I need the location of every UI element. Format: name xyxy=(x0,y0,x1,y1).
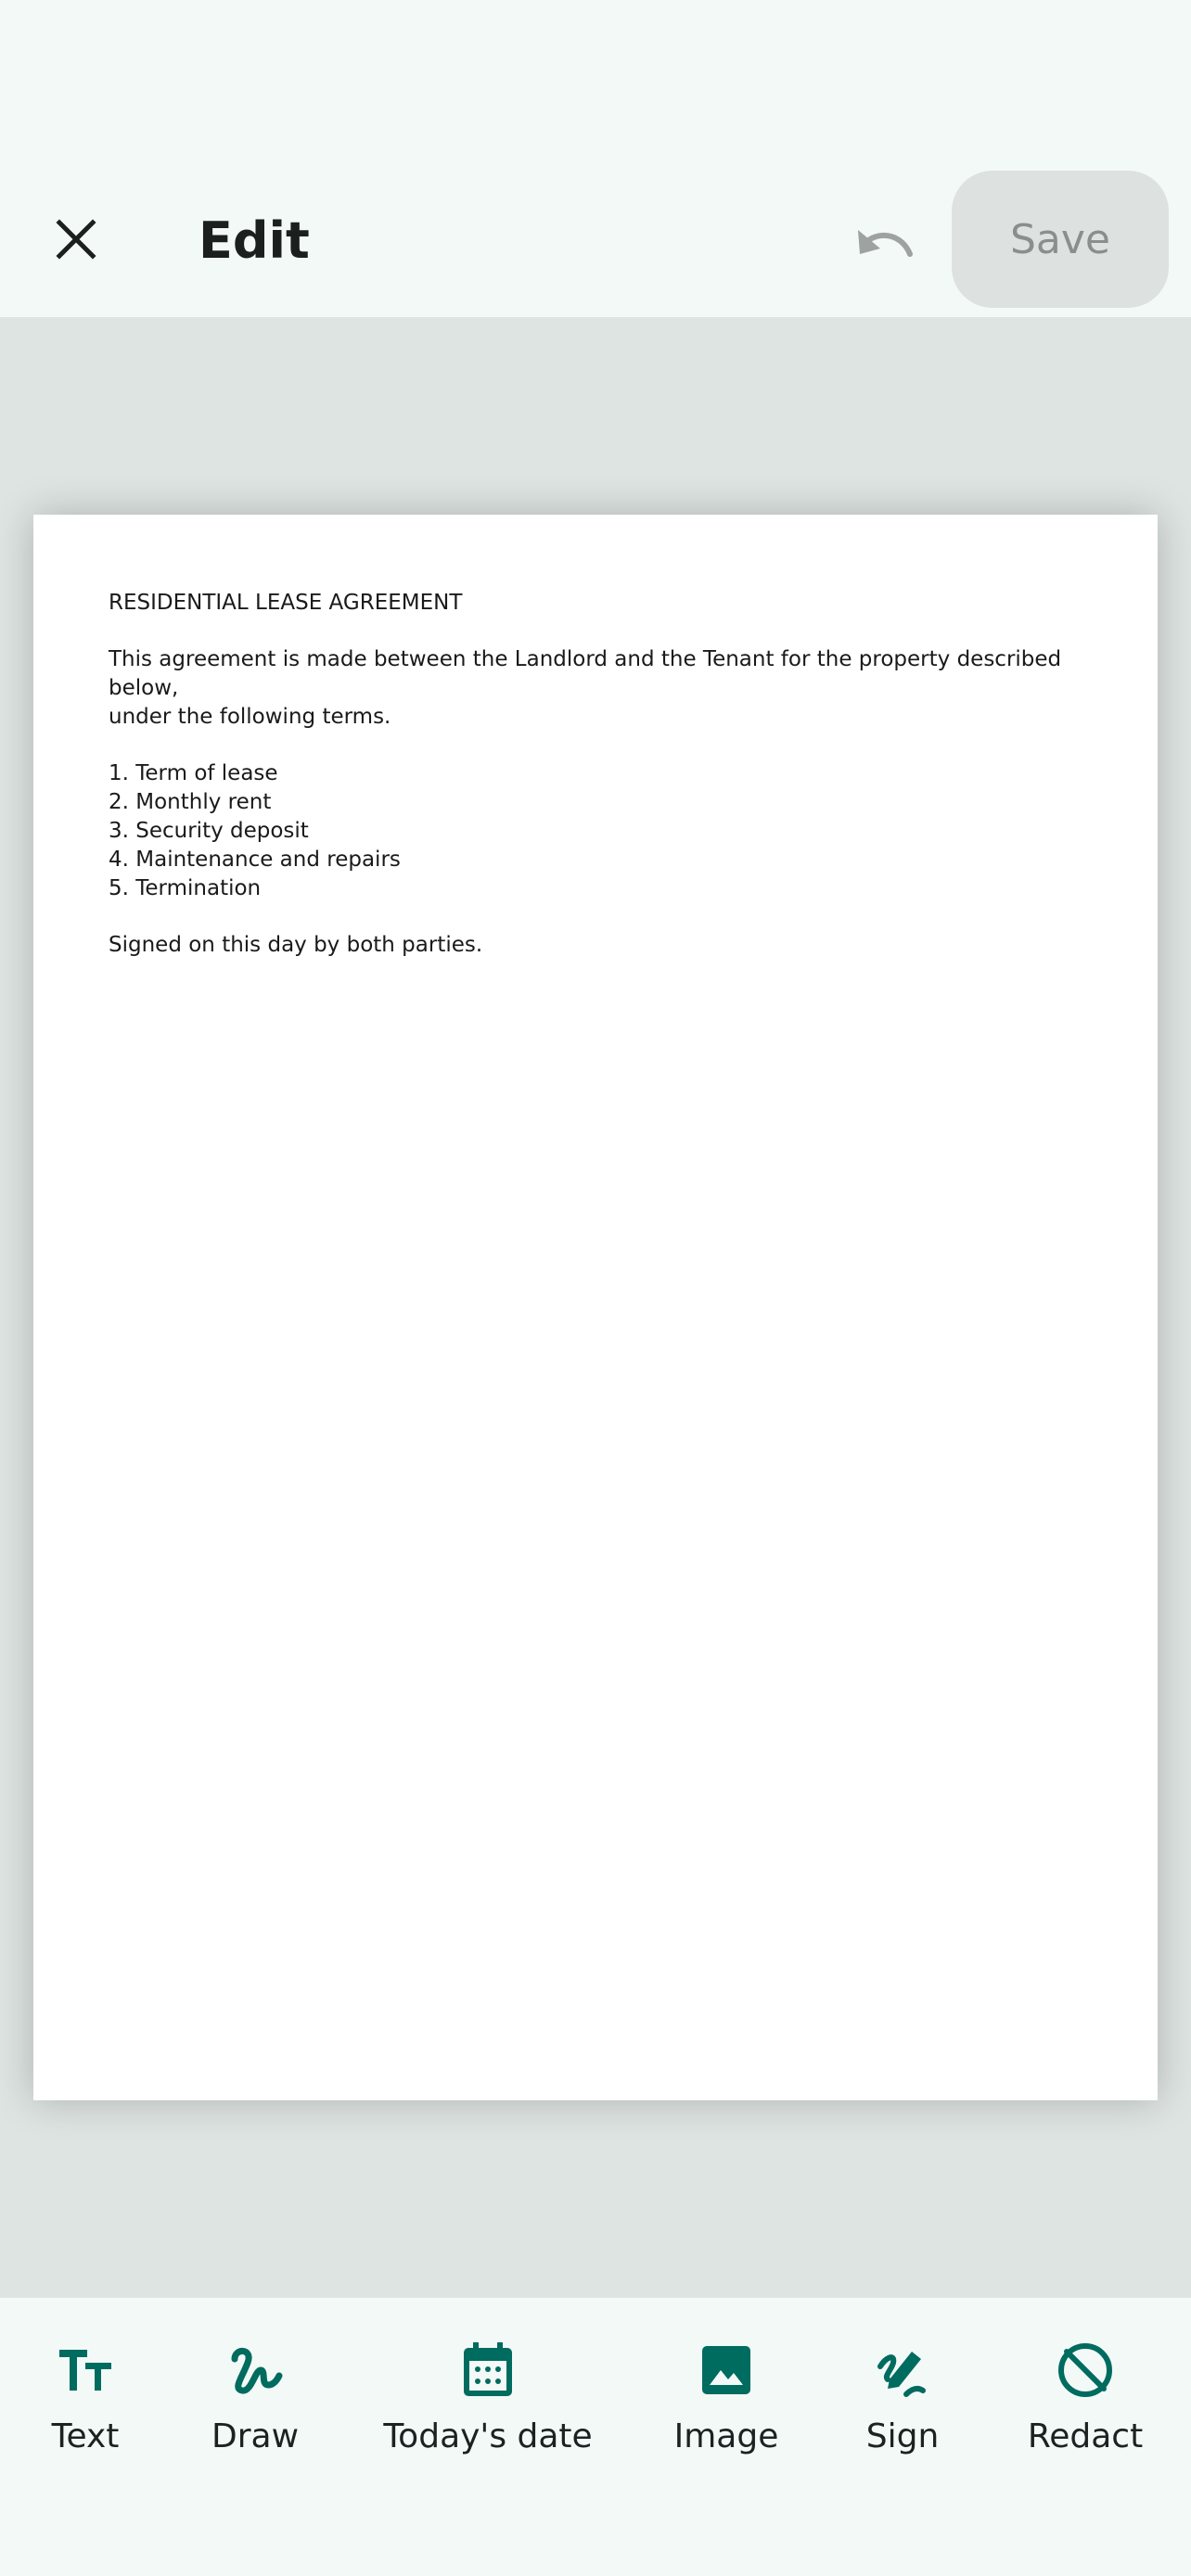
draw-squiggle-icon xyxy=(227,2342,283,2398)
text-format-icon xyxy=(58,2346,113,2394)
document-list-item: 2. Monthly rent xyxy=(109,790,272,814)
sign-pen-icon xyxy=(875,2342,930,2398)
document-heading: RESIDENTIAL LEASE AGREEMENT xyxy=(109,591,463,615)
document-list-item: 1. Term of lease xyxy=(109,761,278,785)
tool-sign[interactable] xyxy=(865,2333,940,2463)
tool-redact[interactable] xyxy=(1027,2333,1144,2463)
tool-label: Draw xyxy=(211,2417,300,2455)
tool-draw[interactable] xyxy=(211,2333,300,2463)
tool-text[interactable] xyxy=(48,2333,122,2463)
close-icon xyxy=(54,217,98,261)
document-page[interactable] xyxy=(33,515,1158,2100)
tool-label: Text xyxy=(51,2417,120,2455)
close-button[interactable] xyxy=(39,202,113,276)
tool-image[interactable] xyxy=(673,2333,779,2463)
undo-icon xyxy=(854,223,914,260)
document-content xyxy=(109,589,1092,960)
bottom-toolbar xyxy=(0,2298,1191,2576)
tool-todays-date[interactable] xyxy=(383,2333,593,2463)
document-intro-line-1: This agreement is made between the Landlord and the Tenant for the property described below, xyxy=(109,647,1062,700)
document-closing: Signed on this day by both parties. xyxy=(109,933,483,957)
tool-label: Today's date xyxy=(383,2417,593,2455)
document-list-item: 5. Termination xyxy=(109,876,262,900)
document-canvas[interactable] xyxy=(0,317,1191,2298)
document-list-item: 3. Security deposit xyxy=(109,819,309,843)
save-button[interactable]: Save xyxy=(952,171,1169,308)
tool-label: Redact xyxy=(1027,2417,1144,2455)
document-intro-line-2: under the following terms. xyxy=(109,705,391,729)
tool-label: Sign xyxy=(865,2417,940,2455)
image-icon xyxy=(698,2342,754,2398)
redact-icon xyxy=(1056,2340,1115,2400)
page-title: Edit xyxy=(198,211,310,270)
document-list-item: 4. Maintenance and repairs xyxy=(109,848,401,872)
undo-button[interactable] xyxy=(842,204,926,278)
calendar-icon xyxy=(460,2340,516,2400)
top-app-bar xyxy=(0,0,1191,317)
tool-label: Image xyxy=(673,2417,779,2455)
